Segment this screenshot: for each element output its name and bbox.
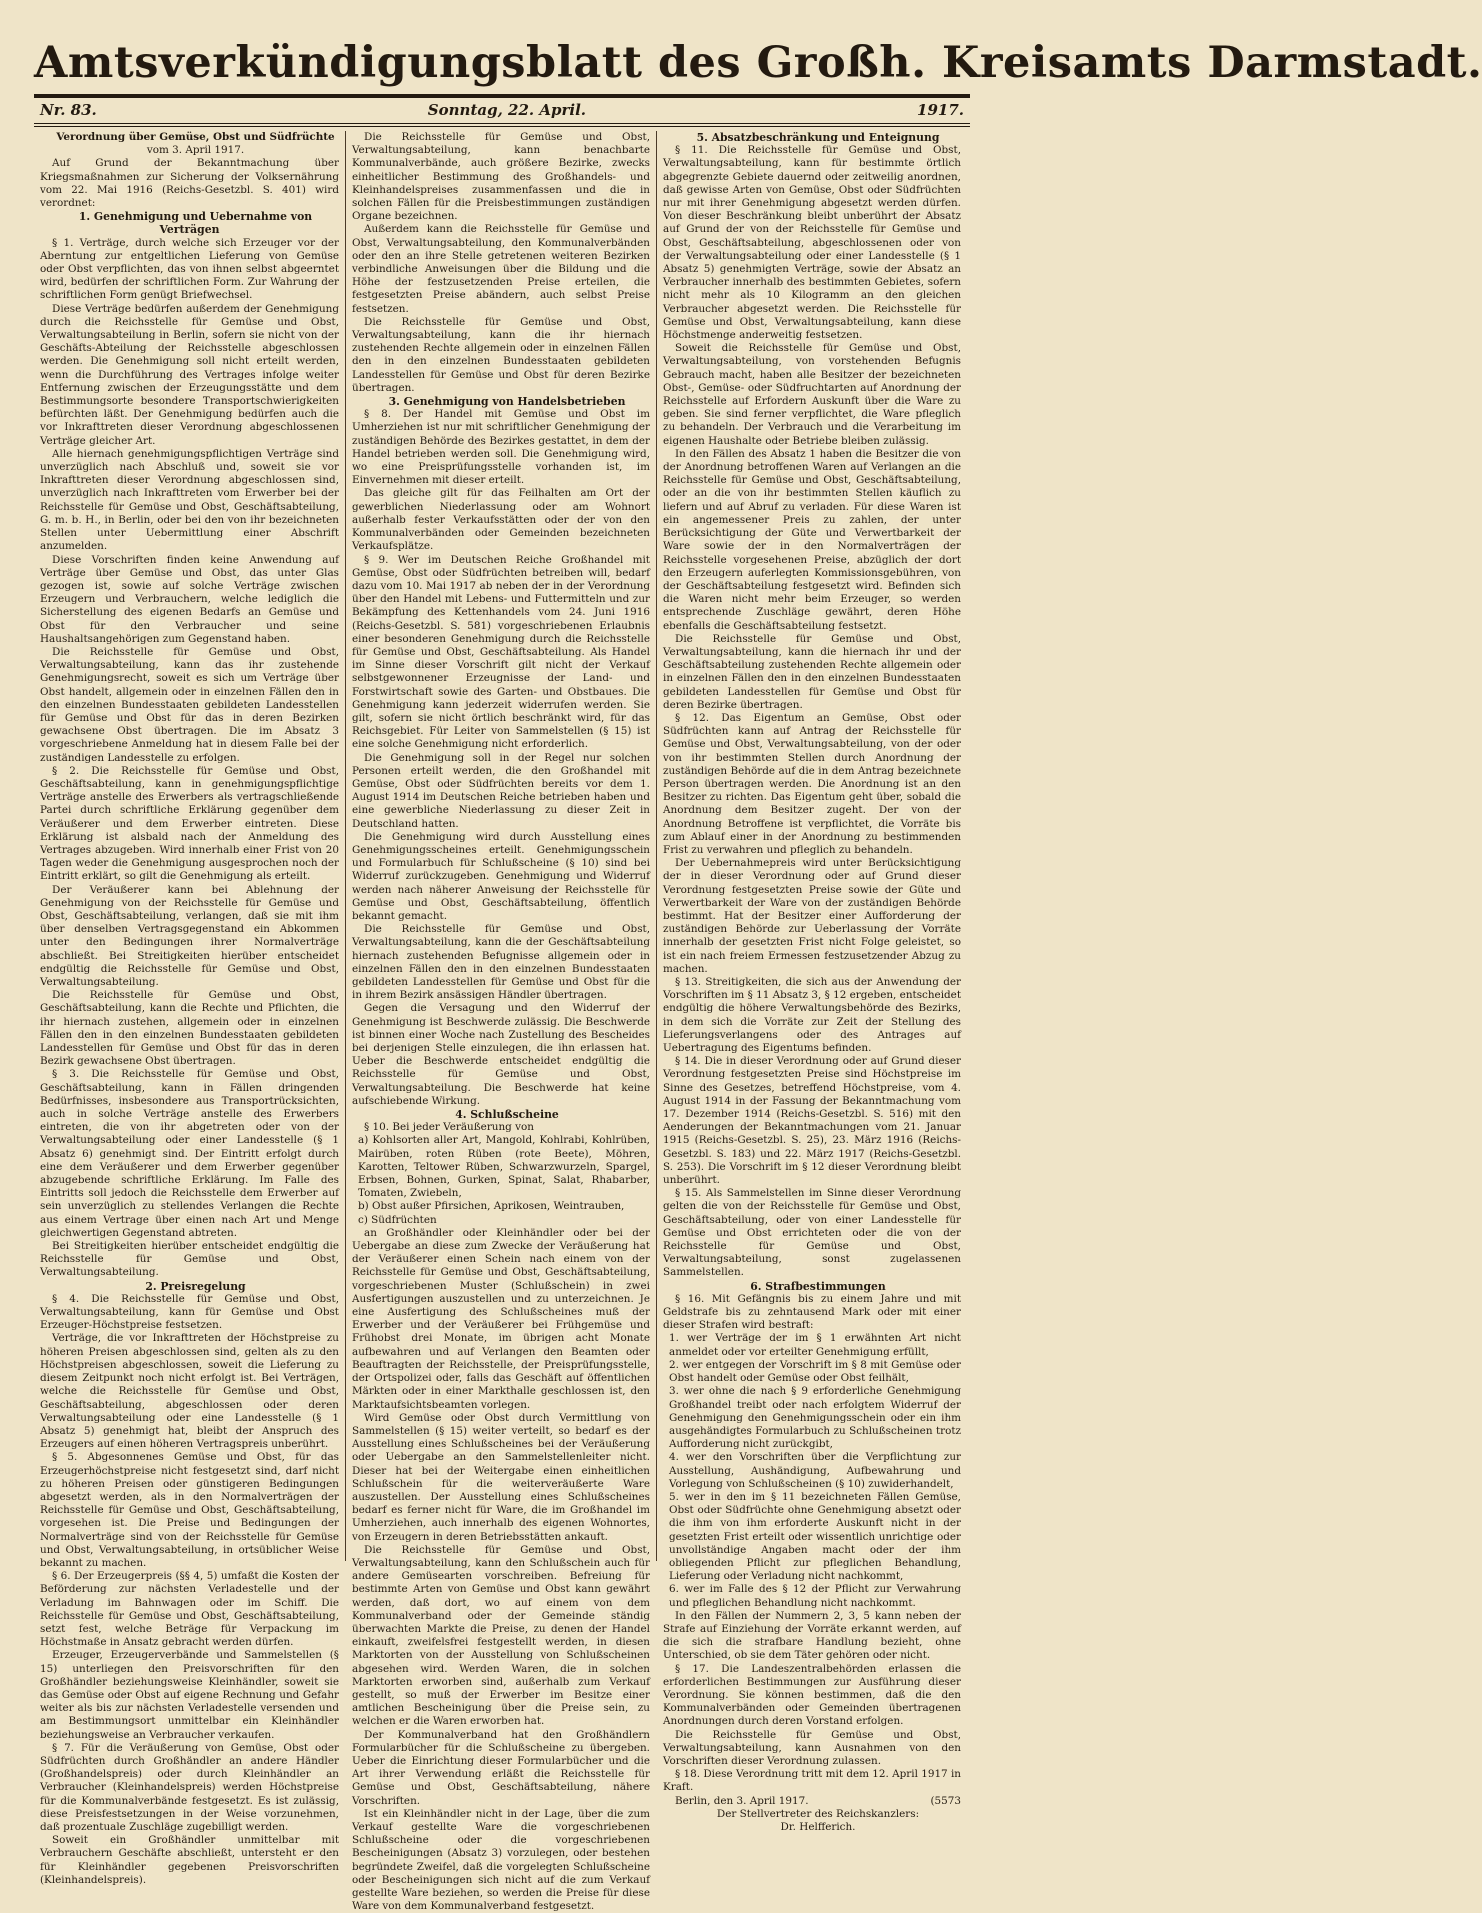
paragraph: § 5. Abgesonnenes Gemüse und Obst, für das Erzeugerhöchstpreise nicht festgesetzt sind, darf nicht zu höheren Preisen oder günstigeren Bedingungen abgesetzt werden, als in den Normalverträgen der Reichsstelle für Gemüse und Obst, Geschäftsabteilung, vorgesehen ist. Die Preise und Bedingungen der Normalverträge sind von der Reichsstelle für Gemüse und Obst, Verwaltungsabteilung, in ortsüblicher Weise bekannt zu machen. <box>40 1451 339 1569</box>
paragraph: Bei Streitigkeiten hierüber entscheidet endgültig die Reichsstelle für Gemüse und Obst, Verwaltungsabteilung. <box>40 1240 339 1279</box>
paragraph: Diese Verträge bedürfen außerdem der Genehmigung durch die Reichsstelle für Gemüse und Obst, Verwaltungsabteilung in Berlin, sofern sie nicht von der Geschäfts-Abteilung der Reichsstelle abgeschlossen werden. Die Genehmigung soll nicht erteilt werden, wenn die Durchführung des Vertrages infolge weiter Entfernung zwischen der Erzeugungsstätte und dem Bestimmungsorte besondere Transportschwierigkeiten befürchten läßt. Der Genehmigung bedürfen auch die vor Inkrafttreten dieser Verordnung abgeschlossenen Verträge gleicher Art. <box>40 302 339 447</box>
reference-number: (5573 <box>930 1794 961 1807</box>
list-item: 4. wer den Vorschriften über die Verpflichtung zur Ausstellung, Aushändigung, Aufbewahrung und Vorlegung von Schlußscheinen (§ 10) zuwiderhandelt, <box>669 1451 961 1490</box>
paragraph: Außerdem kann die Reichsstelle für Gemüse und Obst, Verwaltungsabteilung, den Kommunalverbänden oder den an ihre Stelle getretenen weiteren Bezirken verbindliche Anweisungen über die Bildung und die Höhe der festzusetzenden Preise erteilen, die festgesetzten Preise abändern, auch selbst Preise festsetzen. <box>352 223 650 315</box>
paragraph: § 3. Die Reichsstelle für Gemüse und Obst, Geschäftsabteilung, kann in Fällen dringenden Bedürfnisses, insbesondere aus Transportrücksichten, auch in solche Verträge anstelle des Erwerbers eintreten, die von ihr abgetreten oder von der Verwaltungsabteilung oder einer Landesstelle (§ 1 Absatz 6) genehmigt sind. Der Eintritt erfolgt durch eine dem Veräußerer und dem Erwerber gegenüber abzugebende schriftliche Erklärung. Im Falle des Eintritts soll jedoch die Reichsstelle dem Erwerber auf sein unverzüglich zu stellendes Verlangen die Rechte aus einem Vertrage über einen nach Art und Menge gleichwertigen Gegenstand abtreten. <box>40 1068 339 1239</box>
paragraph: Ist ein Kleinhändler nicht in der Lage, über die zum Verkauf gestellte Ware die vorgeschriebenen Schlußscheine oder die vorgeschriebenen Bescheinigungen (Absatz 3) vorzulegen, oder bestehen begründete Zweifel, daß die vorgelegten Schlußscheine oder Bescheinigungen sich nicht auf die zum Verkauf gestellte Ware beziehen, so werden die Preise für diese Ware von dem Kommunalverband festgesetzt. <box>352 1807 650 1913</box>
paragraph: In den Fällen des Absatz 1 haben die Besitzer die von der Anordnung betroffenen Waren auf Verlangen an die Reichsstelle für Gemüse und Obst, Geschäftsabteilung, oder an die von ihr bestimmten Stellen käuflich zu liefern und auf Abruf zu verladen. Für diese Waren ist ein angemessener Preis zu zahlen, der unter Berücksichtigung der Güte und Verwertbarkeit der Ware sowie der in den Normalverträgen der Reichsstelle vorgesehenen Preise, abzüglich der dort den Erzeugern auferlegten Kommissionsgebühren, von der Geschäftsabteilung festgesetzt wird. Befinden sich die Waren nicht mehr beim Erzeuger, so werden entsprechende Zuschläge gewährt, deren Höhe ebenfalls die Geschäftsabteilung festsetzt. <box>663 447 961 632</box>
place-date-text: Berlin, den 3. April 1917. <box>675 1794 809 1807</box>
list-item: 3. wer ohne die nach § 9 erforderliche Genehmigung Großhandel treibt oder nach erfolgtem Widerruf der Genehmigung den Genehmigungsschein oder ein ihm ausgehändigtes Formularbuch zu Schlußscheinen trotz Aufforderung nicht zurückgibt, <box>669 1385 961 1451</box>
section-heading: 4. Schlußscheine <box>455 1108 559 1122</box>
paragraph: § 7. Für die Veräußerung von Gemüse, Obst oder Südfrüchten durch Großhändler an andere Händler (Großhandelspreis) oder durch Kleinhändler an Verbraucher (Kleinhandelspreis) werden Höchstpreise für die Kommunalverbände festgesetzt. Es ist zulässig, diese Preisfestsetzungen in der Weise vorzunehmen, daß prozentuale Zuschläge zugebilligt werden. <box>40 1741 339 1833</box>
paragraph: § 11. Die Reichsstelle für Gemüse und Obst, Verwaltungsabteilung, kann für bestimmte örtlich abgegrenzte Gebiete dauernd oder zeitweilig anordnen, daß gewisse Arten von Gemüse, Obst oder Südfrüchten nur mit ihrer Genehmigung abgesetzt werden dürfen. Von dieser Beschränkung bleibt unberührt der Absatz auf Grund der von der Reichsstelle für Gemüse und Obst, Geschäftsabteilung, abgeschlossenen oder von der Verwaltungsabteilung oder einer Landesstelle (§ 1 Absatz 5) genehmigten Verträge, sowie der Absatz an Verbraucher innerhalb des bestimmten Gebietes, sofern nicht mehr als 10 Kilogramm an den gleichen Verbraucher abgesetzt werden. Die Reichsstelle für Gemüse und Obst, Verwaltungsabteilung, kann diese Höchstmenge anderweitig festsetzen. <box>663 144 961 342</box>
paragraph: Verträge, die vor Inkrafttreten der Höchstpreise zu höheren Preisen abgeschlossen sind, gelten als zu den Höchstpreisen abgeschlossen, soweit die Lieferung zu diesem Zeitpunkt noch nicht erfolgt ist. Bei Verträgen, welche die Reichsstelle für Gemüse und Obst, Geschäftsabteilung, abgeschlossen oder deren Verwaltungsabteilung oder eine Landesstelle (§ 1 Absatz 5) genehmigt hat, bleibt der Anspruch des Erzeugers auf einen höheren Vertragspreis unberührt. <box>40 1332 339 1451</box>
paragraph: § 12. Das Eigentum an Gemüse, Obst oder Südfrüchten kann auf Antrag der Reichsstelle für Gemüse und Obst, Verwaltungsabteilung, von der oder von ihr bestimmten Stellen durch Anordnung der zuständigen Behörde auf die in dem Antrag bezeichnete Person übertragen werden. Die Anordnung ist an den Besitzer zu richten. Das Eigentum geht über, sobald die Anordnung dem Besitzer zugeht. Der von der Anordnung Betroffene ist verpflichtet, die Vorräte bis zum Ablauf einer in der Anordnung zu bestimmenden Frist zu verwahren und pfleglich zu behandeln. <box>663 711 961 856</box>
column-1 <box>34 131 345 1886</box>
paragraph: Die Reichsstelle für Gemüse und Obst, Verwaltungsabteilung, kann die hiernach ihr und der Geschäftsabteilung zustehenden Rechte allgemein oder in einzelnen Fällen den in den einzelnen Bundesstaaten gebildeten Landesstellen für Gemüse und Obst für deren Bezirke übertragen. <box>663 632 961 711</box>
paragraph: Die Reichsstelle für Gemüse und Obst, Geschäftsabteilung, kann die Rechte und Pflichten, die ihr hiernach zustehen, allgemein oder in einzelnen Fällen den in den einzelnen Bundesstaaten gebildeten Landesstellen für Gemüse und Obst für das in deren Bezirk gewachsene Obst übertragen. <box>40 989 339 1068</box>
paragraph: § 4. Die Reichsstelle für Gemüse und Obst, Verwaltungsabteilung, kann für Gemüse und Obst Erzeuger-Höchstpreise festsetzen. <box>40 1292 339 1332</box>
paragraph: Der Veräußerer kann bei Ablehnung der Genehmigung von der Reichsstelle für Gemüse und Obst, Geschäftsabteilung, verlangen, daß sie mit ihm über denselben Vertragsgegenstand ein Abkommen unter den Bedingungen ihrer Normalverträge abschließt. Bei Streitigkeiten hierüber entscheidet endgültig die Reichsstelle für Gemüse und Obst, Verwaltungsabteilung. <box>40 883 339 988</box>
paragraph: Die Reichsstelle für Gemüse und Obst, Verwaltungsabteilung, kann das ihr zustehende Genehmigungsrecht, soweit es sich um Verträge über Obst handelt, allgemein oder in einzelnen Fällen den in den einzelnen Bundesstaaten gebildeten Landesstellen für Gemüse und Obst für das in deren Bezirken gewachsene Obst übertragen. Die im Absatz 3 vorgeschriebene Anmeldung hat in diesem Falle bei der zuständigen Landesstelle zu erfolgen. <box>40 645 339 764</box>
signer-title: Der Stellvertreter des Reichskanzlers: <box>716 1807 920 1820</box>
list-item: 6. wer im Falle des § 12 der Pflicht zur Verwahrung und pfleglichen Behandlung nicht nachkommt. <box>669 1583 961 1609</box>
paragraph: § 8. Der Handel mit Gemüse und Obst im Umherziehen ist nur mit schriftlicher Genehmigung der zuständigen Behörde des Bezirkes gestattet, in dem der Handel betrieben werden soll. Die Genehmigung wird, wo eine Preisprüfungsstelle vorhanden ist, im Einvernehmen mit dieser erteilt. <box>352 408 650 487</box>
paragraph: § 1. Verträge, durch welche sich Erzeuger vor der Aberntung zur entgeltlichen Lieferung von Gemüse oder Obst verpflichten, das von ihnen selbst abgeerntet wird, bedürfen der schriftlichen Form. Zur Wahrung der schriftlichen Form genügt Briefwechsel. <box>40 236 339 302</box>
paragraph: Der Uebernahmepreis wird unter Berücksichtigung der in dieser Verordnung oder auf Grund dieser Verordnung festgesetzten Preise sowie der Güte und Verwertbarkeit der Ware von der zuständigen Behörde bestimmt. Hat der Besitzer einer Aufforderung der zuständigen Behörde zur Ueberlassung der Vorräte innerhalb der gesetzten Frist nicht Folge geleistet, so ist ein nach freiem Ermessen festzusetzender Abzug zu machen. <box>663 857 961 975</box>
paragraph: § 9. Wer im Deutschen Reiche Großhandel mit Gemüse, Obst oder Südfrüchten betreiben will, bedarf dazu vom 10. Mai 1917 ab neben der in der Verordnung über den Handel mit Lebens- und Futtermitteln und zur Bekämpfung des Kettenhandels vom 24. Juni 1916 (Reichs-Gesetzbl. S. 581) vorgeschriebenen Erlaubnis einer besonderen Genehmigung durch die Reichsstelle für Gemüse und Obst, Geschäftsabteilung. Als Handel im Sinne dieser Vorschrift gilt nicht der Verkauf selbstgewonnener Erzeugnisse der Land- und Forstwirtschaft sowie des Garten- und Obstbaues. Die Genehmigung kann jederzeit widerrufen werden. Sie gilt, sofern sie nicht örtlich beschränkt wird, für das Reichsgebiet. Für Leiter von Sammelstellen (§ 15) ist eine solche Genehmigung nicht erforderlich. <box>352 553 650 751</box>
section-heading: 5. Absatzbeschränkung und Enteignung <box>696 131 940 144</box>
list-item: 5. wer in den im § 11 bezeichneten Fällen Gemüse, Obst oder Südfrüchte ohne Genehmigung absetzt oder die ihm von ihm erforderte Auskunft nicht in der gesetzten Frist erteilt oder wissentlich unrichtige oder unvollständige Angaben macht oder der ihm obliegenden Pflicht zur pfleglichen Behandlung, Lieferung oder Verladung nicht nachkommt, <box>669 1490 961 1583</box>
section-heading: 6. Strafbestimmungen <box>750 1279 886 1293</box>
ordinance-title: Verordnung über Gemüse, Obst und Südfrüchte <box>56 131 335 143</box>
masthead: Amtsverkündigungsblatt des Großh. Kreisamts Darmstadt. <box>34 38 1482 88</box>
paragraph: Gegen die Versagung und den Widerruf der Genehmigung ist Beschwerde zulässig. Die Beschwerde ist binnen einer Woche nach Zustellung des Bescheides bei derjenigen Stelle einzulegen, die ihn erlassen hat. Ueber die Beschwerde entscheidet endgültig die Reichsstelle für Gemüse und Obst, Verwaltungsabteilung. Die Beschwerde hat keine aufschiebende Wirkung. <box>352 1002 650 1107</box>
section-heading: 1. Genehmigung und Uebernahme von Verträgen <box>78 210 313 237</box>
paragraph: Die Reichsstelle für Gemüse und Obst, Verwaltungsabteilung, kann Ausnahmen von den Vorschriften dieser Verordnung zulassen. <box>663 1728 961 1767</box>
list-item: c) Südfrüchten <box>358 1213 437 1226</box>
paragraph: Erzeuger, Erzeugerverbände und Sammelstellen (§ 15) unterliegen den Preisvorschriften für den Großhändler beziehungsweise Kleinhändler, soweit sie das Gemüse oder Obst auf eigene Rechnung und Gefahr weiter als bis zur nächsten Verladestelle versenden und am Bestimmungsort unmittelbar ein Kleinhändler beziehungsweise an Verbraucher verkaufen. <box>40 1649 339 1741</box>
paragraph: Der Kommunalverband hat den Großhändlern Formularbücher für die Schlußscheine zu übergeben. Ueber die Einrichtung dieser Formularbücher und die Art ihrer Verwendung erläßt die Reichsstelle für Gemüse und Obst, Geschäftsabteilung, nähere Vorschriften. <box>352 1728 650 1807</box>
paragraph: § 2. Die Reichsstelle für Gemüse und Obst, Geschäftsabteilung, kann in genehmigungspflichtige Verträge anstelle des Erwerbers als vertragschließende Partei durch schriftliche Erklärung gegenüber dem Veräußerer und dem Erwerber eintreten. Diese Erklärung ist alsbald nach der Anmeldung des Vertrages abzugeben. Wird innerhalb einer Frist von 20 Tagen weder die Genehmigung ausgesprochen noch der Eintritt erklärt, so gilt die Genehmigung als erteilt. <box>40 764 339 883</box>
ordinance-intro: Auf Grund der Bekanntmachung über Kriegsmaßnahmen zur Sicherung der Volksernährung vom 22. Mai 1916 (Reichs-Gesetzbl. S. 401) wird verordnet: <box>40 157 339 210</box>
column-3 <box>656 131 967 1833</box>
paragraph: Die Reichsstelle für Gemüse und Obst, Verwaltungsabteilung, kann die der Geschäftsabteilung hiernach zustehenden Befugnisse allgemein oder in einzelnen Fällen den in den einzelnen Bundesstaaten gebildeten Landesstellen für Gemüse und Obst für die in ihrem Bezirk ansässigen Händler übertragen. <box>352 923 650 1002</box>
paragraph: Die Genehmigung wird durch Ausstellung eines Genehmigungsscheines erteilt. Genehmigungsschein und Formularbuch für Schlußscheine (§ 10) sind bei Widerruf zurückzugeben. Genehmigung und Widerruf werden nach näherer Anweisung der Reichsstelle für Gemüse und Obst, Geschäftsabteilung, öffentlich bekannt gemacht. <box>352 830 650 922</box>
paragraph: In den Fällen der Nummern 2, 3, 5 kann neben der Strafe auf Einziehung der Vorräte erkannt werden, auf die sich die strafbare Handlung bezieht, ohne Unterschied, ob sie dem Täter gehören oder nicht. <box>663 1609 961 1662</box>
paragraph: § 14. Die in dieser Verordnung oder auf Grund dieser Verordnung festgesetzten Preise sind Höchstpreise im Sinne des Gesetzes, betreffend Höchstpreise, vom 4. August 1914 in der Fassung der Bekanntmachung vom 17. Dezember 1914 (Reichs-Gesetzbl. S. 516) mit den Aenderungen der Bekanntmachungen vom 21. Januar 1915 (Reichs-Gesetzbl. S. 25), 23. März 1916 (Reichs-Gesetzbl. S. 183) und 22. März 1917 (Reichs-Gesetzbl. S. 253). Die Vorschrift im § 12 dieser Verordnung bleibt unberührt. <box>663 1055 961 1187</box>
section-heading: 2. Preisregelung <box>145 1279 246 1293</box>
list-item: 1. wer Verträge der im § 1 erwähnten Art nicht anmeldet oder vor erteilter Genehmigung erfüllt, <box>669 1332 961 1358</box>
text-columns <box>34 131 970 1913</box>
issue-date: Sonntag, 22. April. <box>427 101 586 119</box>
paragraph: § 16. Mit Gefängnis bis zu einem Jahre und mit Geldstrafe bis zu zehntausend Mark oder mit einer dieser Strafen wird bestraft: <box>663 1292 961 1332</box>
paragraph: § 10. Bei jeder Veräußerung von <box>364 1121 534 1134</box>
paragraph: § 15. Als Sammelstellen im Sinne dieser Verordnung gelten die von der Reichsstelle für Gemüse und Obst, Geschäftsabteilung, oder von einer Landesstelle für Gemüse und Obst errichteten oder die von der Reichsstelle für Gemüse und Obst, Verwaltungsabteilung, sonst zugelassenen Sammelstellen. <box>663 1187 961 1279</box>
paragraph: Die Reichsstelle für Gemüse und Obst, Verwaltungsabteilung, kann benachbarte Kommunalverbände, auch größere Bezirke, zwecks einheitlicher Bestimmung des Großhandels- und Kleinhandelspreises zusammenfassen und die in solchen Fällen für die Preisbestimmungen zuständigen Organe bezeichnen. <box>352 131 650 223</box>
penalty-list <box>669 1332 961 1609</box>
paragraph: Alle hiernach genehmigungspflichtigen Verträge sind unverzüglich nach Abschluß und, soweit sie vor Inkrafttreten dieser Verordnung abgeschlossen sind, unverzüglich nach Inkrafttreten vom Erwerber bei der Reichsstelle für Gemüse und Obst, Geschäftsabteilung, G. m. b. H., in Berlin, oder bei den von ihr bezeichneten Stellen unter Uebermittlung einer Abschrift anzumelden. <box>40 447 339 553</box>
issue-year: 1917. <box>917 101 964 119</box>
paragraph: § 17. Die Landeszentralbehörden erlassen die erforderlichen Bestimmungen zur Ausführung dieser Verordnung. Sie können bestimmen, daß die den Kommunalverbänden oder Gemeinden übertragenen Anordnungen durch deren Vorstand erfolgen. <box>663 1662 961 1728</box>
dateline <box>34 94 970 127</box>
column-2 <box>345 131 656 1913</box>
paragraph: an Großhändler oder Kleinhändler oder bei der Uebergabe an diese zum Zwecke der Veräußerung hat der Veräußerer einen Schein nach einem von der Reichsstelle für Gemüse und Obst, Geschäftsabteilung, vorgeschriebenen Muster (Schlußschein) in zwei Ausfertigungen auszustellen und zu unterzeichnen. Je eine Ausfertigung des Schlußscheines muß der Erwerber und der Veräußerer bei Frühgemüse und Frühobst drei Monate, im übrigen acht Monate aufbewahren und auf Verlangen den Beamten oder Beauftragten der Reichsstelle, der Preisprüfungsstelle, der Ortspolizei oder, falls das Geschäft auf öffentlichen Märkten oder in einer Markthalle geschlossen ist, den Marktaufsichtsbeamten vorlegen. <box>352 1226 650 1411</box>
paragraph: Die Reichsstelle für Gemüse und Obst, Verwaltungsabteilung, kann den Schlußschein auch für andere Gemüsearten vorschreiben. Befreiung für bestimmte Arten von Gemüse und Obst kann gewährt werden, daß dort, wo auf einem von dem Kommunalverband oder der Gemeinde ständig überwachten Markte die Preise, zu denen der Handel einkauft, zweifelsfrei festgestellt werden, in diesen Marktorten von der Ausstellung von Schlußscheinen abgesehen wird. Werden Waren, die in solchen Marktorten erworben sind, außerhalb zum Verkauf gestellt, so muß der Erwerber im Besitze einer amtlichen Bescheinigung über die Preise sein, zu welchen er die Waren erworben hat. <box>352 1543 650 1728</box>
paragraph: Diese Vorschriften finden keine Anwendung auf Verträge über Gemüse und Obst, das unter Glas gezogen ist, sowie auf solche Verträge zwischen Erzeugern und Verbrauchern, welche lediglich die Sicherstellung des eigenen Bedarfs an Gemüse und Obst für den Verbraucher und seine Haushaltsangehörigen zum Gegenstand haben. <box>40 553 339 645</box>
goods-list <box>358 1134 650 1226</box>
list-item: 2. wer entgegen der Vorschrift im § 8 mit Gemüse oder Obst handelt oder Gemüse oder Obst feilhält, <box>669 1358 961 1385</box>
place-date <box>663 1795 961 1808</box>
paragraph: Soweit die Reichsstelle für Gemüse und Obst, Verwaltungsabteilung, von vorstehenden Befugnis Gebrauch macht, haben alle Besitzer der bezeichneten Obst-, Gemüse- oder Südfruchtarten auf Anordnung der Reichsstelle auf Erfordern Auskunft über die Ware zu geben. Sie sind ferner verpflichtet, die Ware pfleglich zu behandeln. Der Verbrauch und die Verarbeitung im eigenen Haushalte oder Betriebe bleiben zulässig. <box>663 342 961 447</box>
paragraph: Soweit ein Großhändler unmittelbar mit Verbrauchern Geschäfte abschließt, untersteht er den für Kleinhändler gegebenen Preisvorschriften (Kleinhandelspreis). <box>40 1834 339 1886</box>
paragraph: Die Reichsstelle für Gemüse und Obst, Verwaltungsabteilung, kann die ihr hiernach zustehenden Rechte allgemein oder in einzelnen Fällen den in den einzelnen Bundesstaaten gebildeten Landesstellen für Gemüse und Obst für deren Bezirke übertragen. <box>352 315 650 394</box>
paragraph: Die Genehmigung soll in der Regel nur solchen Personen erteilt werden, die den Großhandel mit Gemüse, Obst oder Südfrüchten bereits vor dem 1. August 1914 im Deutschen Reiche betrieben haben und eine gewerbliche Niederlassung zu dieser Zeit in Deutschland hatten. <box>352 751 650 830</box>
paragraph: § 18. Diese Verordnung tritt mit dem 12. April 1917 in Kraft. <box>663 1768 961 1794</box>
signer-name: Dr. Helfferich. <box>780 1821 856 1833</box>
paragraph: Wird Gemüse oder Obst durch Vermittlung von Sammelstellen (§ 15) weiter verteilt, so bedarf es der Ausstellung eines Schlußscheines bei der Veräußerung oder Uebergabe an den Sammelstellenleiter nicht. Dieser hat bei der Weitergabe einen einheitlichen Schlußschein für die weiterveräußerte Ware auszustellen. Der Ausstellung eines Schlußscheines bedarf es ferner nicht für Ware, die im Großhandel im Umherziehen, auch innerhalb des eigenen Wohnortes, von Erzeugern in deren Betriebsstätten ankauft. <box>352 1411 650 1543</box>
list-item: a) Kohlsorten aller Art, Mangold, Kohlrabi, Kohlrüben, Mairüben, roten Rüben (rote Beete), Möhren, Karotten, Teltower Rüben, Schwarzwurzeln, Spargel, Erbsen, Bohnen, Gurken, Spinat, Salat, Rhabarber, Tomaten, Zwiebeln, <box>358 1134 650 1200</box>
paragraph: § 13. Streitigkeiten, die sich aus der Anwendung der Vorschriften im § 11 Absatz 3, § 12 ergeben, entscheidet endgültig die höhere Verwaltungsbehörde des Bezirks, in dem sich die Vorräte zur Zeit der Stellung des Lieferungsverlangens oder des Antrages auf Uebertragung des Eigentums befinden. <box>663 976 961 1055</box>
paragraph: § 6. Der Erzeugerpreis (§§ 4, 5) umfaßt die Kosten der Beförderung zur nächsten Verladestelle und der Verladung im Bahnwagen oder im Schiff. Die Reichsstelle für Gemüse und Obst, Geschäftsabteilung, setzt fest, welche Beträge für Verpackung im Höchstmaße in Ansatz gebracht werden dürfen. <box>40 1570 339 1649</box>
ordinance-date: vom 3. April 1917. <box>146 144 245 157</box>
list-item: b) Obst außer Pfirsichen, Aprikosen, Weintrauben, <box>358 1200 625 1213</box>
issue-number: Nr. 83. <box>40 101 97 119</box>
section-heading: 3. Genehmigung von Handelsbetrieben <box>388 395 626 409</box>
paragraph: Das gleiche gilt für das Feilhalten am Ort der gewerblichen Niederlassung oder am Wohnort außerhalb fester Verkaufsstätten oder der von den Kommunalverbänden oder Gemeinden bezeichneten Verkaufsplätze. <box>352 487 650 553</box>
